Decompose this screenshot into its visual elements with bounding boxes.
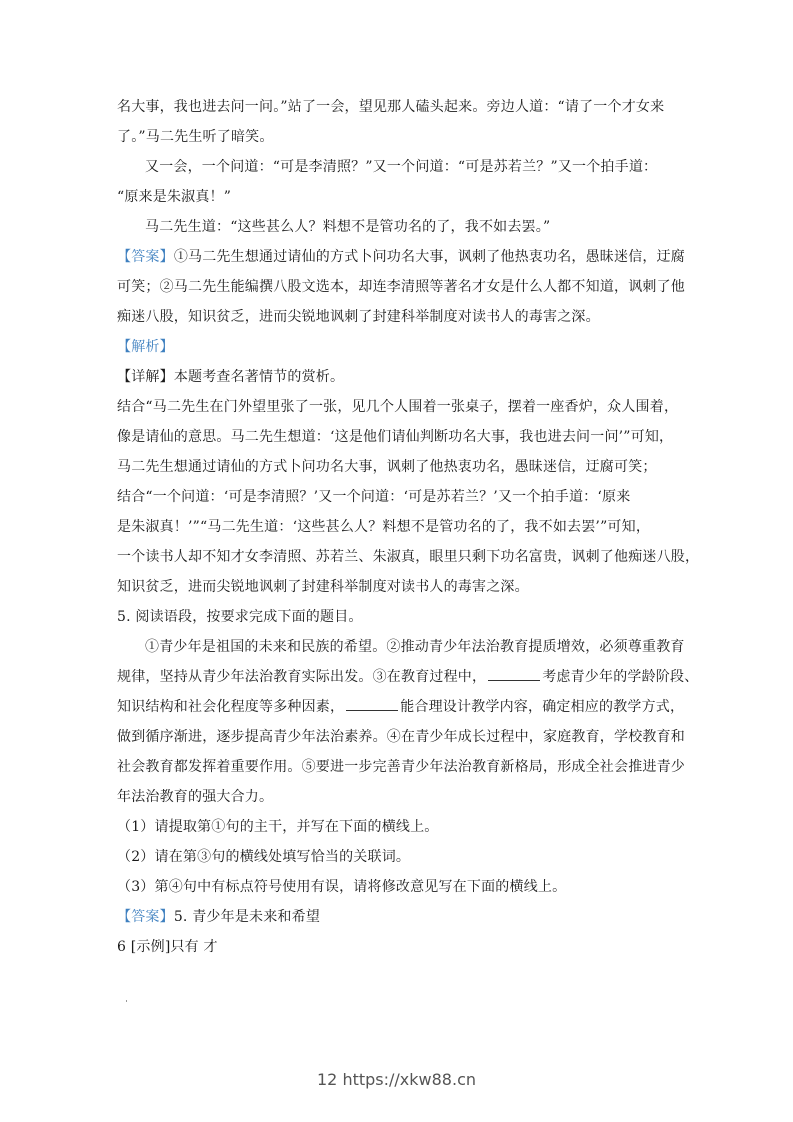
answer-text: ①马二先生想通过请仙的方式卜问功名大事，讽刺了他热衷功名，愚昧迷信，迂腐	[173, 249, 686, 265]
analysis-line: 一个读书人却不知才女李清照、苏若兰、朱淑真，眼里只剩下功名富贵，讽刺了他痴迷八股，	[117, 549, 700, 565]
passage-line: 社会教育都发挥着重要作用。⑤要进一步完善青少年法治教育新格局，形成全社会推进青少	[117, 759, 685, 775]
passage-line: 做到循序渐进，逐步提高青少年法治素养。④在青少年成长过程中，家庭教育，学校教育和	[117, 729, 685, 745]
subquestion: （1）请提取第①句的主干，并写在下面的横线上。	[117, 819, 439, 835]
answer-line: 6 [示例]只有 才	[117, 939, 218, 955]
analysis-heading	[117, 332, 687, 362]
analysis-line: 是朱淑真！’”“马二先生道：‘这些甚么人？料想不是管功名的了，我不如去罢’”可知，	[117, 519, 651, 535]
detail-text: 本题考查名著情节的赏析。	[173, 369, 345, 385]
page-footer: 12 https://xkw88.cn	[317, 1070, 476, 1089]
passage-text: 规律，坚持从青少年法治教育实际出发。③在教育过程中，	[117, 669, 487, 685]
analysis-line: 结合“马二先生在门外望里张了一张，见几个人围着一张桌子，摆着一座香炉，众人围着，	[117, 399, 679, 415]
stray-mark	[126, 1000, 127, 1002]
analysis-tag: 【解析】	[117, 339, 174, 355]
detail-tag: 【详解】	[117, 369, 174, 385]
answer-line: 痴迷八股，知识贫乏，进而尖锐地讽刺了封建科举制度对读书人的毒害之深。	[117, 309, 600, 325]
fill-blank-2[interactable]	[346, 698, 398, 711]
passage-line	[117, 662, 699, 692]
passage-text: 知识结构和社会化程度等多种因素，	[117, 699, 345, 715]
answer-text: 5. 青少年是未来和希望	[173, 909, 321, 925]
analysis-line: 知识贫乏，进而尖锐地讽刺了封建科举制度对读书人的毒害之深。	[117, 579, 529, 595]
story-line: “原来是朱淑真！”	[117, 189, 232, 205]
answer-tag: 【答案】	[117, 909, 174, 925]
analysis-line: 像是请仙的意思。马二先生想道：‘这是他们请仙判断功名大事，我也进去问一问’”可知，	[117, 429, 674, 445]
detail-line	[117, 362, 687, 392]
passage-line: 年法治教育的强大合力。	[117, 789, 274, 805]
passage-line: ①青少年是祖国的未来和民族的希望。②推动青少年法治教育提质增效，必须尊重教育	[145, 639, 685, 655]
subquestion: （3）第④句中有标点符号使用有误，请将修改意见写在下面的横线上。	[117, 879, 567, 895]
story-line: 又一会，一个问道：“可是李清照？”又一个问道：“可是苏若兰？”又一个拍手道：	[145, 159, 658, 175]
document-page	[117, 92, 700, 962]
fill-blank-1[interactable]	[488, 668, 540, 681]
answer-line: 可笑；②马二先生能编撰八股文选本，却连李清照等著名才女是什么人都不知道，讽刺了他	[117, 279, 685, 295]
story-line: 马二先生道：“这些甚么人？料想不是管功名的了，我不如去罢。”	[145, 219, 551, 235]
answer-line	[117, 242, 687, 272]
analysis-line: 结合“一个问道：‘可是李清照？’又一个问道：‘可是苏若兰？’又一个拍手道：‘原来	[117, 489, 631, 505]
passage-line	[117, 692, 687, 722]
question-title: 5. 阅读语段，按要求完成下面的题目。	[117, 609, 363, 625]
story-line: 名大事，我也进去问一问。”站了一会，望见那人磕头起来。旁边人道：“请了一个才女来	[117, 99, 665, 115]
subquestion: （2）请在第③句的横线处填写恰当的关联词。	[117, 849, 411, 865]
passage-text: 考虑青少年的学龄阶段、	[542, 669, 699, 685]
analysis-line: 马二先生想通过请仙的方式卜问功名大事，讽刺了他热衷功名，愚昧迷信，迂腐可笑；	[117, 459, 657, 475]
passage-text: 能合理设计教学内容，确定相应的教学方式，	[400, 699, 685, 715]
story-line: 了。”马二先生听了暗笑。	[117, 129, 274, 145]
answer-tag: 【答案】	[117, 249, 174, 265]
answer-line	[117, 902, 687, 932]
